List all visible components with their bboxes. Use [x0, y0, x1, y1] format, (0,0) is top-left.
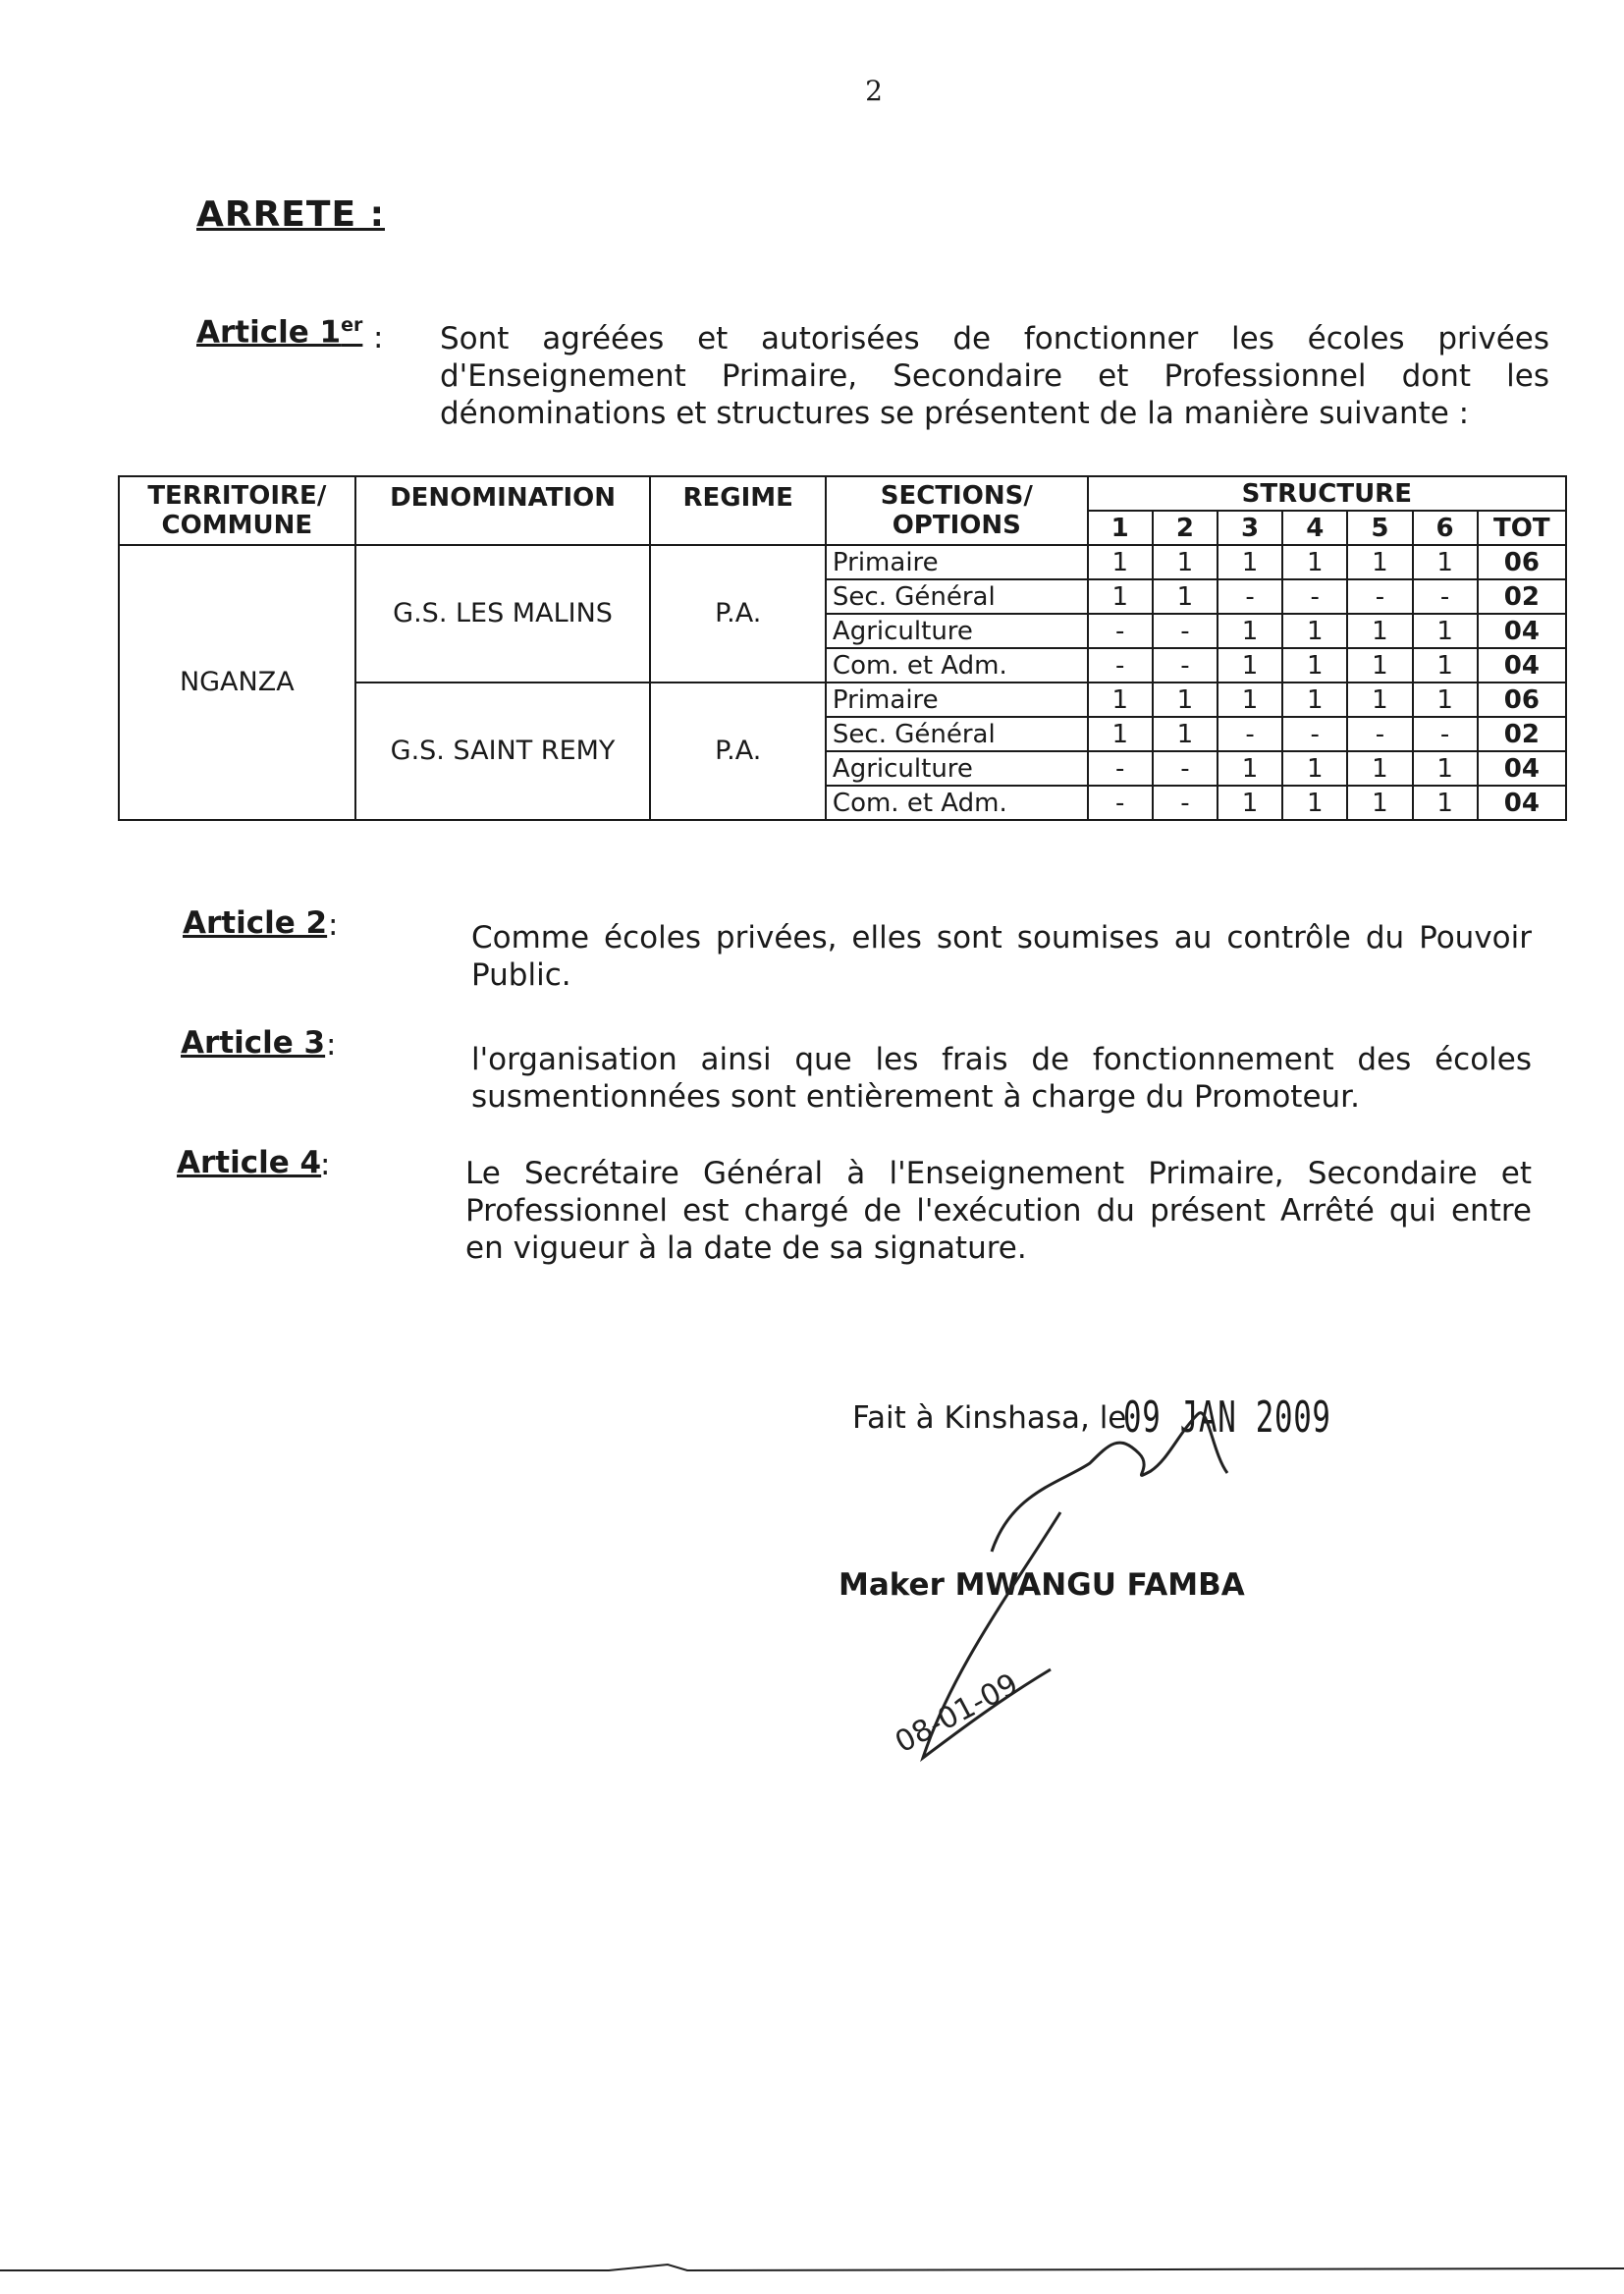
value-cell: -	[1088, 751, 1153, 786]
school-name-cell: G.S. SAINT REMY	[355, 683, 651, 820]
value-cell: -	[1413, 579, 1478, 614]
header-year-2: 2	[1153, 511, 1218, 545]
value-cell: 1	[1218, 683, 1282, 717]
option-cell: Primaire	[826, 683, 1088, 717]
value-cell: -	[1218, 717, 1282, 751]
value-cell: 1	[1218, 648, 1282, 683]
header-territoire: TERRITOIRE/ COMMUNE	[119, 476, 355, 545]
value-cell: 1	[1347, 683, 1412, 717]
value-cell: -	[1153, 614, 1218, 648]
option-cell: Sec. Général	[826, 579, 1088, 614]
total-cell: 02	[1478, 579, 1566, 614]
value-cell: 1	[1413, 648, 1478, 683]
value-cell: -	[1347, 717, 1412, 751]
decree-heading: ARRETE :	[196, 194, 385, 235]
value-cell: -	[1088, 648, 1153, 683]
article-1-colon: :	[373, 320, 384, 355]
handwritten-date: 08-01-09	[890, 1666, 1024, 1761]
value-cell: 1	[1347, 751, 1412, 786]
value-cell: 1	[1282, 614, 1347, 648]
value-cell: -	[1153, 786, 1218, 820]
signature-date-stamp: 09 JAN 2009	[1123, 1393, 1331, 1443]
value-cell: 1	[1088, 683, 1153, 717]
bottom-rule-line	[0, 2265, 1624, 2270]
total-cell: 06	[1478, 545, 1566, 579]
article-3-label: Article 3	[181, 1025, 326, 1061]
article-2-text: Comme écoles privées, elles sont soumises au contrôle du Pouvoir Public.	[471, 920, 1532, 993]
article-3-colon: :	[326, 1027, 337, 1063]
total-cell: 04	[1478, 786, 1566, 820]
article-4-colon: :	[320, 1147, 331, 1182]
value-cell: 1	[1413, 786, 1478, 820]
value-cell: 1	[1413, 751, 1478, 786]
value-cell: 1	[1282, 786, 1347, 820]
article-2-label: Article 2	[183, 905, 328, 941]
value-cell: 1	[1218, 545, 1282, 579]
value-cell: 1	[1218, 786, 1282, 820]
total-cell: 04	[1478, 648, 1566, 683]
header-year-5: 5	[1347, 511, 1412, 545]
value-cell: 1	[1413, 545, 1478, 579]
value-cell: -	[1218, 579, 1282, 614]
value-cell: -	[1282, 717, 1347, 751]
article-4-text: Le Secrétaire Général à l'Enseignement Primaire, Secondaire et Professionnel est chargé de l'exécution du présent Arrêté qui entre en vigueur à la date de sa signature.	[465, 1156, 1532, 1266]
article-2-colon: :	[328, 907, 339, 943]
value-cell: -	[1153, 648, 1218, 683]
page-number: 2	[865, 75, 883, 107]
header-sections: SECTIONS/ OPTIONS	[826, 476, 1088, 545]
value-cell: 1	[1153, 545, 1218, 579]
value-cell: 1	[1347, 648, 1412, 683]
value-cell: 1	[1347, 545, 1412, 579]
header-year-3: 3	[1218, 511, 1282, 545]
article-4-label: Article 4	[177, 1145, 322, 1180]
table-row	[119, 545, 1566, 579]
value-cell: 1	[1218, 751, 1282, 786]
value-cell: -	[1282, 579, 1347, 614]
article-3-text: l'organisation ainsi que les frais de fonctionnement des écoles susmentionnées sont entièrement à charge du Promoteur.	[471, 1042, 1532, 1115]
value-cell: 1	[1282, 545, 1347, 579]
value-cell: 1	[1153, 579, 1218, 614]
value-cell: -	[1347, 579, 1412, 614]
value-cell: 1	[1088, 545, 1153, 579]
territoire-cell: NGANZA	[119, 545, 355, 820]
article-1-label-text: Article 1	[196, 314, 342, 351]
value-cell: 1	[1282, 751, 1347, 786]
total-cell: 04	[1478, 614, 1566, 648]
value-cell: 1	[1347, 614, 1412, 648]
article-1-text: Sont agréées et autorisées de fonctionner les écoles privées d'Enseignement Primaire, Secondaire et Professionnel dont les dénominations et structures se présentent de la manière suivante :	[440, 321, 1549, 431]
value-cell: 1	[1088, 579, 1153, 614]
option-cell: Agriculture	[826, 614, 1088, 648]
value-cell: 1	[1218, 614, 1282, 648]
total-cell: 06	[1478, 683, 1566, 717]
value-cell: 1	[1282, 648, 1347, 683]
school-name-cell: G.S. LES MALINS	[355, 545, 651, 683]
article-1-label	[196, 314, 362, 350]
value-cell: 1	[1282, 683, 1347, 717]
value-cell: -	[1088, 786, 1153, 820]
header-year-6: 6	[1413, 511, 1478, 545]
signatory-name: Maker MWANGU FAMBA	[839, 1567, 1245, 1603]
school-regime-cell: P.A.	[650, 545, 825, 683]
header-regime: REGIME	[650, 476, 825, 545]
option-cell: Agriculture	[826, 751, 1088, 786]
article-1-label-superscript: er	[341, 314, 363, 336]
signature-stroke	[992, 1413, 1227, 1552]
option-cell: Com. et Adm.	[826, 648, 1088, 683]
value-cell: -	[1413, 717, 1478, 751]
header-structure: STRUCTURE	[1088, 476, 1566, 511]
option-cell: Sec. Général	[826, 717, 1088, 751]
schools-structure-table	[118, 475, 1567, 821]
value-cell: 1	[1153, 717, 1218, 751]
value-cell: 1	[1153, 683, 1218, 717]
header-year-1: 1	[1088, 511, 1153, 545]
table-header-row	[119, 476, 1566, 511]
value-cell: 1	[1413, 614, 1478, 648]
signature-place: Fait à Kinshasa, le	[852, 1400, 1127, 1436]
total-cell: 04	[1478, 751, 1566, 786]
handwritten-signature	[766, 1375, 1276, 1787]
value-cell: 1	[1413, 683, 1478, 717]
header-denomination: DENOMINATION	[355, 476, 651, 545]
page-bottom-rule	[0, 2259, 1624, 2278]
total-cell: 02	[1478, 717, 1566, 751]
value-cell: 1	[1088, 717, 1153, 751]
header-year-4: 4	[1282, 511, 1347, 545]
value-cell: -	[1153, 751, 1218, 786]
option-cell: Com. et Adm.	[826, 786, 1088, 820]
header-tot: TOT	[1478, 511, 1566, 545]
school-regime-cell: P.A.	[650, 683, 825, 820]
option-cell: Primaire	[826, 545, 1088, 579]
value-cell: 1	[1347, 786, 1412, 820]
value-cell: -	[1088, 614, 1153, 648]
